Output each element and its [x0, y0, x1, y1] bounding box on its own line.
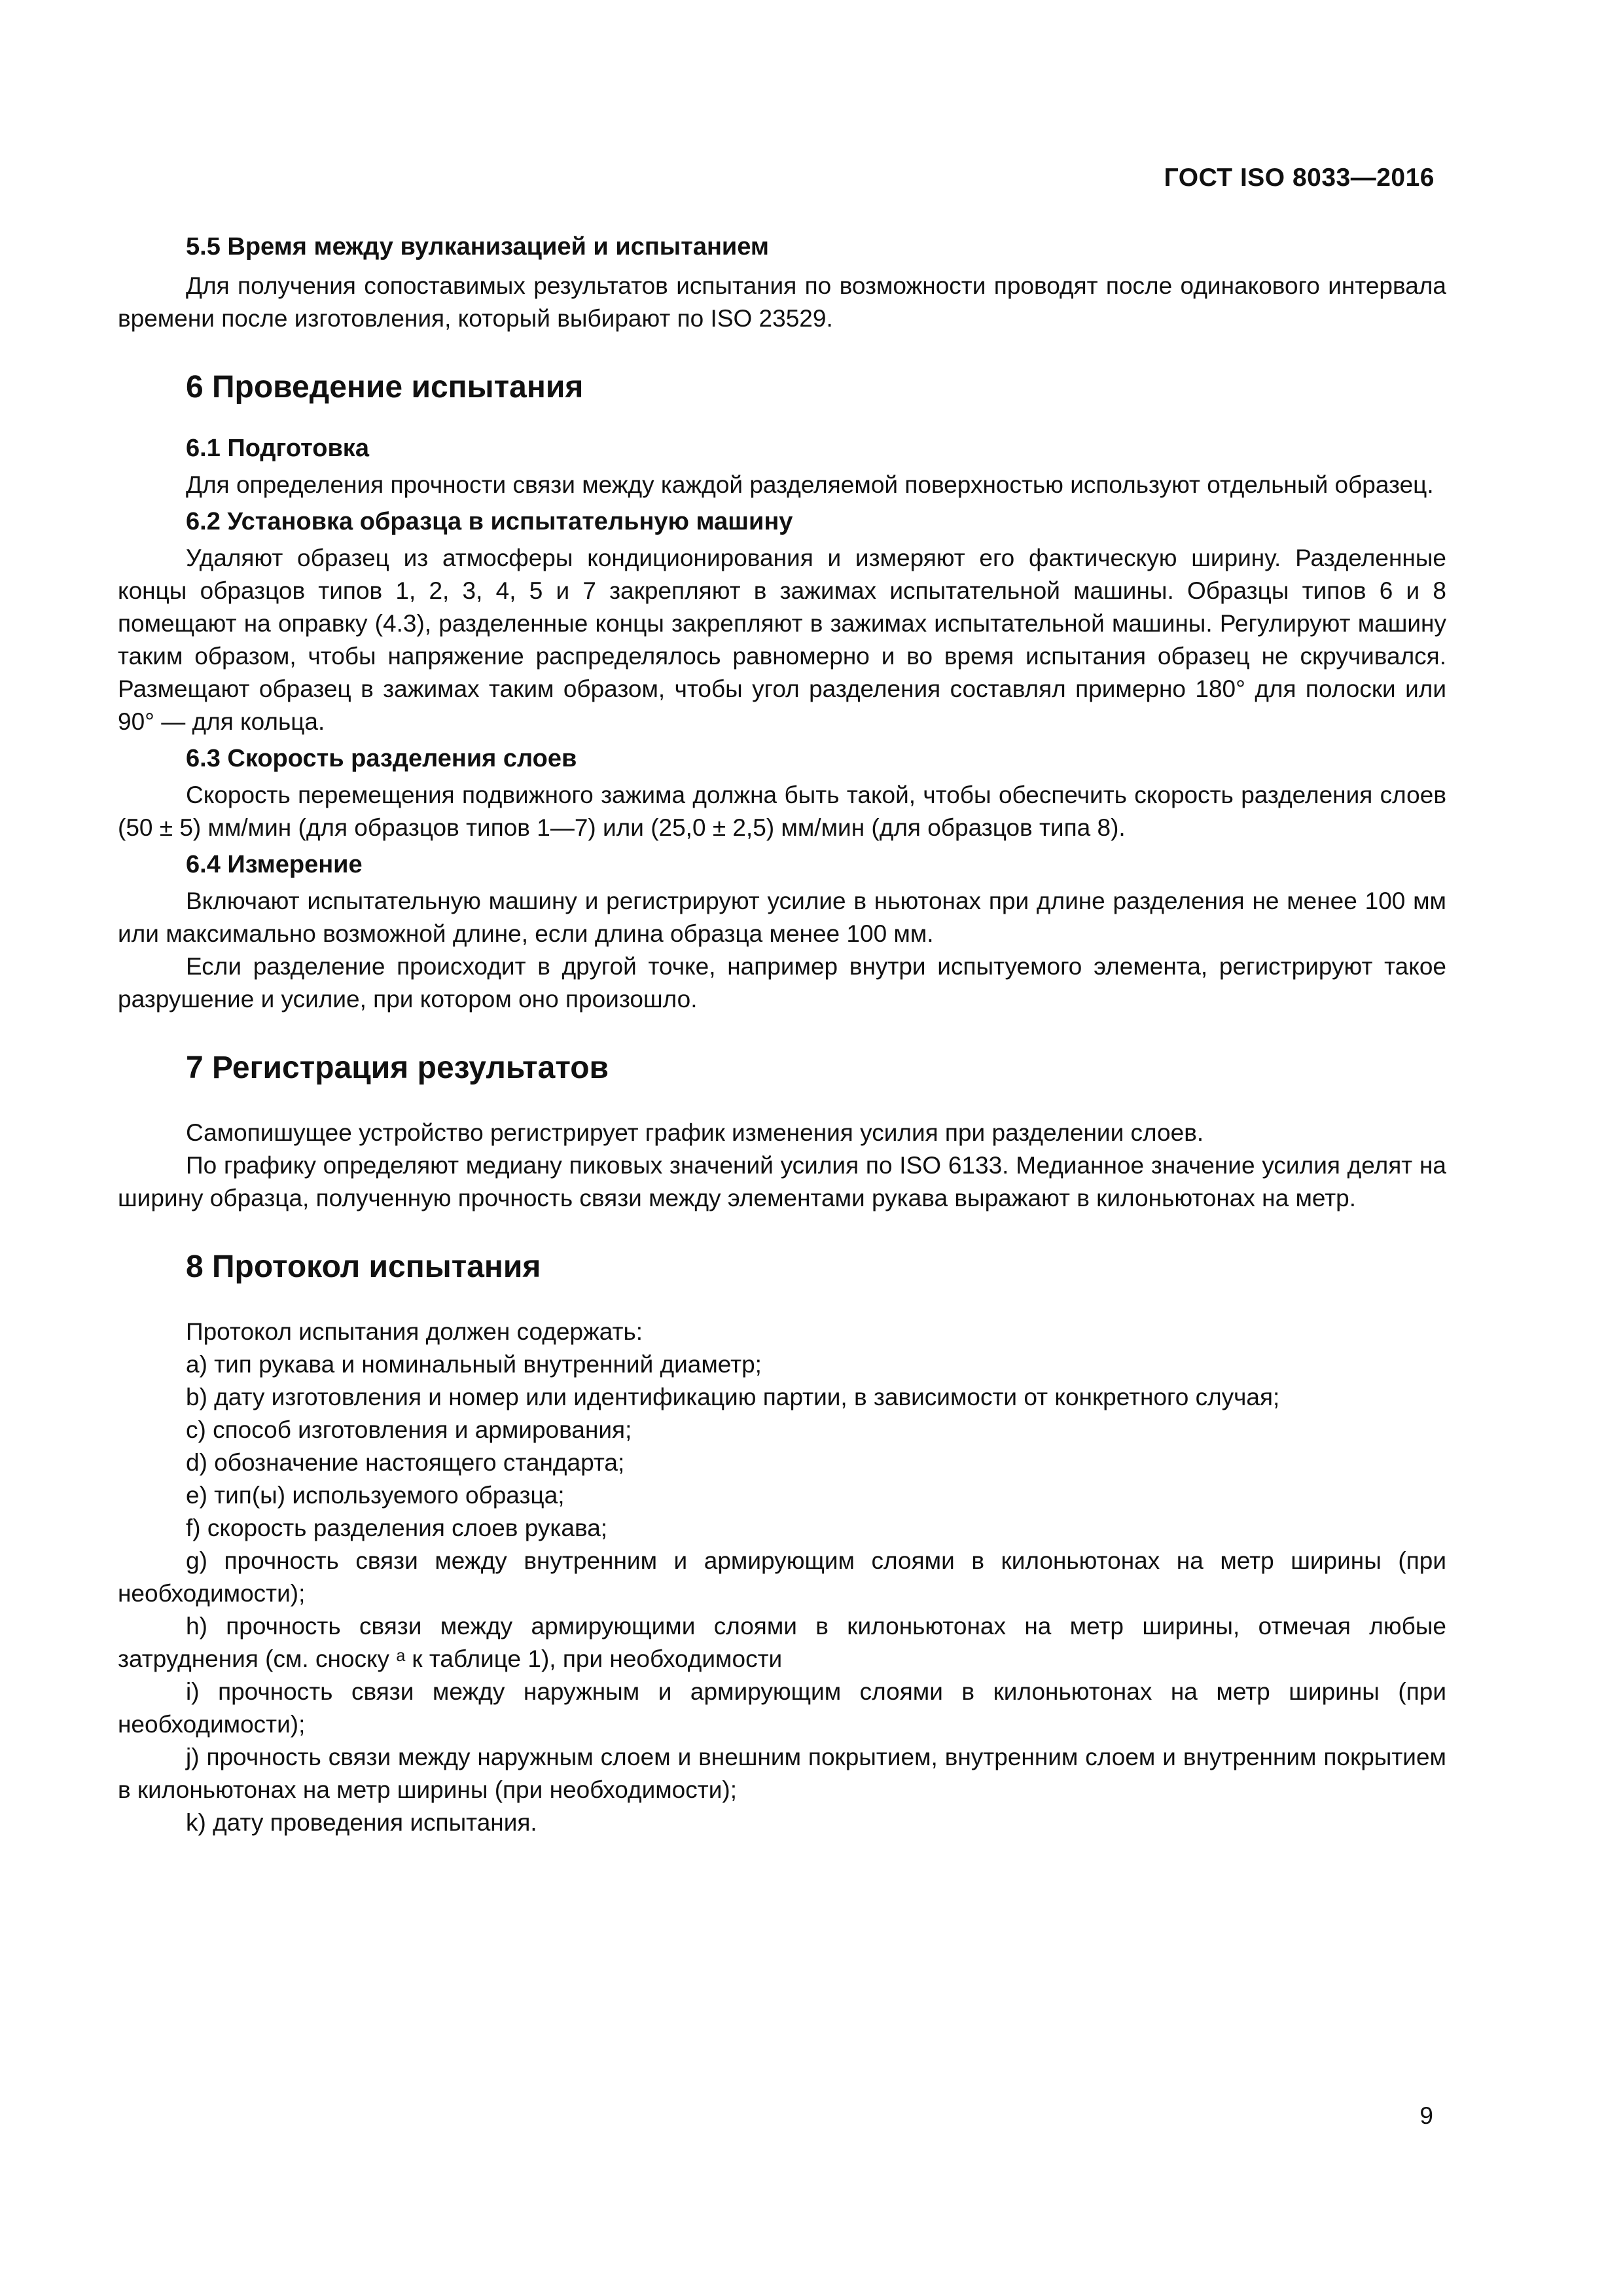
section-heading-7: 7 Регистрация результатов [186, 1050, 609, 1085]
paragraph-6-4-a: Включают испытательную машину и регистрируют усилие в ньютонах при длине разделения не менее 100 мм или максимально возможной длине, если длина образца менее 100 мм. [118, 888, 1446, 947]
list-item: j) прочность связи между наружным слоем и внешним покрытием, внутренним слоем и внутренним покрытием в килоньютонах на метр ширины (при необходимости); [118, 1744, 1446, 1803]
paragraph-7-b: По графику определяют медиану пиковых значений усилия по ISO 6133. Медианное значение усилия делят на ширину образца, полученную прочность связи между элементами рукава выражают в килоньютонах на метр. [118, 1152, 1446, 1211]
paragraph-6-4-b: Если разделение происходит в другой точке, например внутри испытуемого элемента, регистрируют такое разрушение и усилие, при котором оно произошло. [118, 953, 1446, 1013]
paragraph-7-a: Самопишущее устройство регистрирует график изменения усилия при разделении слоев. [186, 1119, 1204, 1146]
section-heading-8: 8 Протокол испытания [186, 1249, 541, 1284]
list-item: g) прочность связи между внутренним и армирующим слоями в килоньютонах на метр ширины (при необходимости); [118, 1547, 1446, 1607]
list-item: f) скорость разделения слоев рукава; [186, 1515, 608, 1541]
list-item: d) обозначение настоящего стандарта; [186, 1449, 625, 1476]
subsection-heading-5-5: 5.5 Время между вулканизацией и испытанием [186, 233, 770, 260]
list-item: e) тип(ы) используемого образца; [186, 1482, 565, 1509]
list-item: h) прочность связи между армирующими слоями в килоньютонах на метр ширины, отмечая любые затруднения (см. сноску ᵃ к таблице 1), при необходимости [118, 1613, 1446, 1672]
paragraph-6-1: Для определения прочности связи между каждой разделяемой поверхностью используют отдельный образец. [186, 471, 1434, 498]
subsection-heading-6-3: 6.3 Скорость разделения слоев [186, 745, 577, 772]
subsection-heading-6-4: 6.4 Измерение [186, 851, 363, 878]
list-item: k) дату проведения испытания. [186, 1809, 537, 1836]
section-heading-6: 6 Проведение испытания [186, 370, 584, 404]
document-id-header: ГОСТ ISO 8033—2016 [1164, 164, 1435, 192]
subsection-heading-6-1: 6.1 Подготовка [186, 435, 369, 462]
list-item: c) способ изготовления и армирования; [186, 1416, 632, 1443]
paragraph-6-3: Скорость перемещения подвижного зажима должна быть такой, чтобы обеспечить скорость разделения слоев (50 ± 5) мм/мин (для образцов типов 1—7) или (25,0 ± 2,5) мм/мин (для образцов типа 8). [118, 781, 1446, 841]
paragraph-8-intro: Протокол испытания должен содержать: [186, 1318, 643, 1345]
page-number: 9 [1419, 2102, 1433, 2129]
subsection-heading-6-2: 6.2 Установка образца в испытательную машину [186, 508, 793, 535]
list-item: i) прочность связи между наружным и армирующим слоями в килоньютонах на метр ширины (при необходимости); [118, 1678, 1446, 1738]
list-item: b) дату изготовления и номер или идентификацию партии, в зависимости от конкретного случая; [186, 1384, 1280, 1410]
document-body [118, 230, 1446, 1839]
paragraph-5-5: Для получения сопоставимых результатов испытания по возможности проводят после одинакового интервала времени после изготовления, который выбирают по ISO 23529. [118, 272, 1446, 332]
paragraph-6-2: Удаляют образец из атмосферы кондиционирования и измеряют его фактическую ширину. Разделенные концы образцов типов 1, 2, 3, 4, 5 и 7 закрепляют в зажимах испытательной машины. Образцы типов 6 и 8 помещают на оправку (4.3), разделенные концы закрепляют в зажимах испытательной машины. Регулируют машину таким образом, чтобы напряжение распределялось равномерно и во время испытания образец не скручивался. Размещают образец в зажимах таким образом, чтобы угол разделения составлял примерно 180° для полоски или 90° — для кольца. [118, 545, 1446, 735]
list-item: a) тип рукава и номинальный внутренний диаметр; [186, 1351, 762, 1378]
